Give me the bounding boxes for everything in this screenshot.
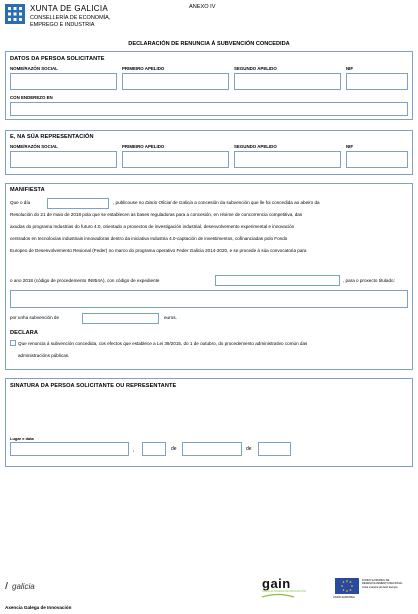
applicant-nif-label: NIF: [346, 66, 354, 71]
applicant-email-field[interactable]: [10, 102, 408, 116]
manifest-line6-a: o ano 2018 (código de procedemento IN854A), con código de expediente: [10, 278, 160, 283]
gain-logo-subtitle: AXENCIA GALEGA DE INNOVACIÓN: [262, 590, 306, 593]
dog-name: Diario Oficial de Galicia: [145, 200, 193, 205]
place-field[interactable]: [10, 442, 129, 456]
manifest-line1-a: , publicouse no: [113, 200, 144, 205]
applicant-email-label: CON ENDEREZO EN: [10, 95, 53, 100]
dept-line-1: CONSELLERÍA DE ECONOMÍA,: [30, 15, 111, 21]
amount-field[interactable]: [82, 313, 159, 324]
applicant-surname2-label: SEGUNDO APELIDO: [234, 66, 277, 71]
manifest-line5: Europeo de Desenvolvemento Rexional (Feder) no marco do programa operativo Feder Galicia 2014-2020, e se procede á súa convocatoria para: [10, 248, 307, 253]
representative-surname1-field[interactable]: [122, 151, 229, 168]
applicant-name-label: NOME/RAZÓN SOCIAL: [10, 66, 58, 71]
applicant-surname1-field[interactable]: [122, 73, 229, 90]
place-date-label: Lugar e data: [10, 436, 34, 441]
xunta-emblem-icon: [5, 4, 25, 24]
manifest-line6-b: , para o proxecto titulado:: [343, 278, 395, 283]
comma-separator: ,: [133, 447, 135, 453]
dept-line-2: EMPREGO E INDUSTRIA: [30, 22, 95, 28]
signature-section-title: SINATURA DA PERSOA SOLICITANTE OU REPRESENTANTE: [10, 383, 177, 389]
manifest-section-title: MANIFIESTA: [10, 187, 45, 193]
declara-line1: Que renuncia á subvención concedida, cos efectos que establece a Lei 39/2015, do 1 de outubro, do procedemento administrativo común das: [18, 341, 308, 346]
representative-surname1-label: PRIMEIRO APELIDO: [122, 144, 165, 149]
renounce-checkbox[interactable]: [10, 340, 16, 346]
galicia-logo-mark-icon: [5, 582, 12, 589]
de-label-2: de: [246, 446, 252, 452]
galicia-logo-text: galicia: [12, 582, 35, 591]
representative-name-field[interactable]: [10, 151, 117, 168]
year-field[interactable]: [258, 442, 291, 456]
manifest-line1-c: a concesión da subvención que lle foi concedida ao abeiro da: [194, 200, 320, 205]
eu-flag-icon: [335, 578, 359, 594]
de-label-1: de: [171, 446, 177, 452]
footer-agency-text: Axencia Galega de Innovación: [5, 605, 72, 610]
applicant-surname1-label: PRIMEIRO APELIDO: [122, 66, 165, 71]
gain-swoosh-icon: [262, 593, 294, 599]
xunta-logo: [5, 4, 25, 24]
applicant-surname2-field[interactable]: [234, 73, 341, 90]
expedient-code-field[interactable]: [215, 275, 340, 286]
gain-logo-text: gain: [262, 576, 291, 591]
applicant-section-title: DATOS DA PERSOA SOLICITANTE: [10, 56, 105, 62]
project-title-field[interactable]: [10, 290, 408, 308]
eu-logo: [335, 578, 359, 596]
manifest-line1: [113, 197, 320, 209]
amount-label: por unha subvención de: [10, 315, 60, 320]
representative-surname2-field[interactable]: [234, 151, 341, 168]
representative-surname2-label: SEGUNDO APELIDO: [234, 144, 277, 149]
galicia-logo: [6, 582, 35, 591]
feder-text: [362, 579, 412, 589]
org-name: XUNTA DE GALICIA: [30, 4, 109, 13]
day-field[interactable]: [142, 442, 166, 456]
feder-line2: DESENVOLVEMENTO REXIONAL: [362, 582, 403, 586]
manifest-line4: centrados en tecnoloxías industriais innovadoras dentro da iniciativa Industria 4.0-captación de investimentos, cofinanciadas polo Fondo: [10, 236, 288, 241]
manifest-line3: axudas do programa Industrias do futuro 4.0, orientado a proxectos de investigación industrial, desenvolvemento experimental e innovación: [10, 224, 295, 229]
annex-label: ANEXO IV: [189, 4, 216, 10]
publication-date-field[interactable]: [47, 198, 109, 209]
eu-caption: UNIÓN EUROPEA: [333, 596, 355, 599]
representative-section-title: E, NA SÚA REPRESENTACIÓN: [10, 134, 94, 140]
applicant-name-field[interactable]: [10, 73, 117, 90]
gain-logo: [262, 576, 306, 603]
applicant-nif-field[interactable]: [346, 73, 408, 90]
representative-name-label: NOME/RAZÓN SOCIAL: [10, 144, 58, 149]
month-field[interactable]: [182, 442, 242, 456]
feder-line1: FONDO EUROPEO DE: [362, 579, 390, 582]
declara-section-title: DECLARA: [10, 330, 39, 336]
feder-line3: Unha maneira de facer Europa: [362, 585, 398, 589]
euros-label: euros.: [164, 315, 177, 320]
manifest-que-o-dia: Que o día: [10, 200, 31, 205]
representative-nif-label: NIF: [346, 144, 354, 149]
declara-line2: administracións públicas.: [18, 353, 70, 358]
manifest-line2: Resolución do 21 de maio de 2018 pola que se establecen as bases reguladoras para a concesión, en réxime de concorrencia competitiva, das: [10, 212, 303, 217]
representative-nif-field[interactable]: [346, 151, 408, 168]
document-title: DECLARACIÓN DE RENUNCIA Á SUBVENCIÓN CONCEDIDA: [128, 41, 290, 47]
